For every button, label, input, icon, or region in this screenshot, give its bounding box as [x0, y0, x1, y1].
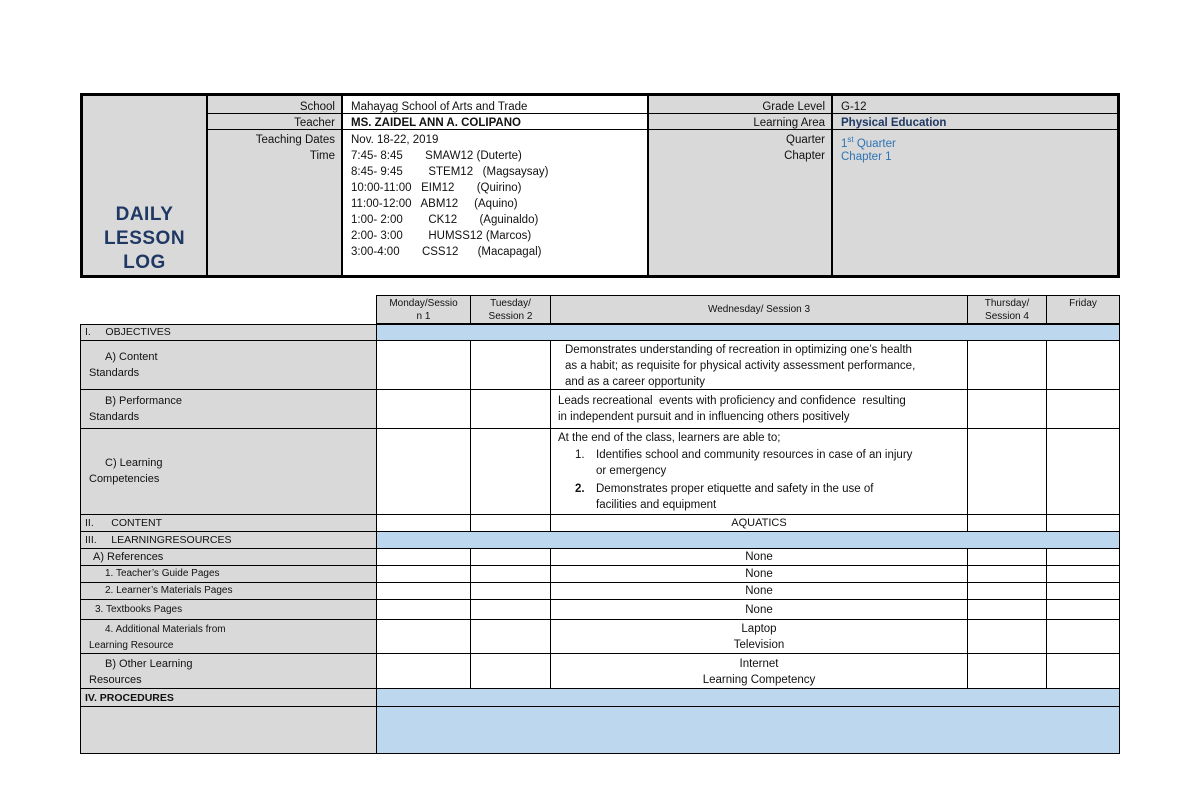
- cell-wed-content: [550, 514, 968, 532]
- cell-mon-other: [376, 653, 471, 689]
- title-line-3: LOG: [123, 252, 166, 273]
- school-value: Mahayag School of Arts and Trade: [351, 101, 528, 113]
- textbooks-value: None: [745, 604, 773, 616]
- title-line-1: DAILY: [115, 204, 174, 225]
- cell-wed-other: [550, 653, 968, 689]
- cell-wed-competencies: [550, 428, 968, 515]
- learning-competencies-line-2: Competencies: [89, 473, 160, 485]
- monday-line-2: n 1: [416, 311, 431, 322]
- thursday-line-1: Thursday/: [984, 298, 1030, 309]
- cell-wed-references: [550, 548, 968, 566]
- learners-materials-label: 2. Learner’s Materials Pages: [105, 585, 233, 596]
- quarter-number: 1: [841, 137, 848, 150]
- cell-tue-additional: [470, 619, 551, 654]
- schedule-line-5: 1:00- 2:00 CK12 (Aguinaldo): [351, 214, 539, 226]
- cell-thu-competencies: [967, 428, 1047, 515]
- additional-item-1: Laptop: [741, 623, 777, 635]
- cell-fri-textbooks: [1046, 599, 1120, 620]
- teacher-label: Teacher: [294, 117, 335, 129]
- learning-competencies-line-1: C) Learning: [105, 457, 163, 469]
- content-standards-line-1: A) Content: [105, 351, 158, 363]
- tg-value: None: [745, 568, 773, 580]
- document-title: [83, 203, 206, 275]
- cell-thu-textbooks: [967, 599, 1047, 620]
- competency-number-1: 1.: [575, 449, 585, 461]
- content-standards-text-2: as a habit; as requisite for physical activity assessment performance,: [565, 360, 916, 372]
- schedule-line-7: 3:00-4:00 CSS12 (Macapagal): [351, 246, 542, 258]
- row-additional-materials: [80, 619, 377, 654]
- schedule-line-6: 2:00- 3:00 HUMSS12 (Marcos): [351, 230, 532, 242]
- chapter-value: Chapter 1: [841, 151, 892, 163]
- teacher-value: MS. ZAIDEL ANN A. COLIPANO: [351, 117, 521, 129]
- cell-wed-content-standards: [550, 340, 968, 390]
- cell-fri-performance-standards: [1046, 389, 1120, 429]
- cell-wed-additional: [550, 619, 968, 654]
- content-topic: AQUATICS: [731, 517, 787, 529]
- performance-standards-text-2: in independent pursuit and in influencing others positively: [558, 411, 850, 423]
- section-resources: [80, 531, 377, 549]
- section-content: [80, 514, 377, 532]
- grade-level-value: G-12: [841, 101, 867, 113]
- cell-mon-performance-standards: [376, 389, 471, 429]
- left-values-column: [343, 96, 649, 275]
- right-values-column: [833, 96, 1117, 275]
- col-header-thursday: [967, 295, 1047, 324]
- row-textbooks: [80, 599, 377, 620]
- row-procedures-first: [80, 706, 377, 754]
- lm-value: None: [745, 585, 773, 597]
- competency-1-line-1: Identifies school and community resources in case of an injury: [596, 449, 913, 461]
- cell-mon-content-standards: [376, 340, 471, 390]
- competency-1-line-2: or emergency: [596, 465, 667, 477]
- tuesday-line-1: Tuesday/: [490, 298, 531, 309]
- competency-2-line-1: Demonstrates proper etiquette and safety in the use of: [596, 483, 874, 495]
- friday-label: Friday: [1069, 298, 1097, 309]
- teaching-dates-value: Nov. 18-22, 2019: [351, 134, 439, 146]
- header-divider-2: [208, 129, 1117, 130]
- col-header-wednesday: [550, 295, 968, 324]
- row-teachers-guide: [80, 565, 377, 583]
- quarter-suffix: st: [847, 135, 854, 144]
- cell-mon-lm: [376, 582, 471, 600]
- content-standards-text-1: Demonstrates understanding of recreation in optimizing one’s health: [565, 344, 912, 356]
- cell-fri-content-standards: [1046, 340, 1120, 390]
- cell-fri-lm: [1046, 582, 1120, 600]
- col-header-tuesday: [470, 295, 551, 324]
- competency-number-2: 2.: [575, 483, 585, 495]
- competencies-intro: At the end of the class, learners are able to;: [558, 432, 781, 444]
- cell-thu-lm: [967, 582, 1047, 600]
- cell-thu-other: [967, 653, 1047, 689]
- cell-wed-performance-standards: [550, 389, 968, 429]
- cell-tue-competencies: [470, 428, 551, 515]
- monday-line-1: Monday/Sessio: [389, 298, 458, 309]
- teachers-guide-label: 1. Teacher’s Guide Pages: [105, 568, 220, 579]
- tuesday-line-2: Session 2: [488, 311, 533, 322]
- title-line-2: LESSON: [103, 228, 186, 249]
- col-header-friday: [1046, 295, 1120, 324]
- cell-tue-other: [470, 653, 551, 689]
- school-label: School: [299, 101, 335, 113]
- schedule-line-1: 7:45- 8:45 SMAW12 (Duterte): [351, 150, 522, 162]
- cell-mon-tg: [376, 565, 471, 583]
- wednesday-label: Wednesday/ Session 3: [707, 304, 811, 315]
- grade-level-label: Grade Level: [762, 101, 825, 113]
- cell-tue-lm: [470, 582, 551, 600]
- objectives-band: [376, 324, 1120, 341]
- cell-thu-additional: [967, 619, 1047, 654]
- cell-thu-references: [967, 548, 1047, 566]
- right-labels-column: [649, 96, 833, 275]
- cell-tue-references: [470, 548, 551, 566]
- resources-label: III. LEARNINGRESOURCES: [85, 534, 232, 546]
- col-header-monday: [376, 295, 471, 324]
- performance-standards-line-1: B) Performance: [105, 395, 183, 407]
- cell-thu-content-standards: [967, 340, 1047, 390]
- references-label: A) References: [93, 551, 164, 563]
- thursday-line-2: Session 4: [985, 311, 1029, 322]
- performance-standards-line-2: Standards: [89, 411, 140, 423]
- cell-tue-performance-standards: [470, 389, 551, 429]
- schedule-line-2: 8:45- 9:45 STEM12 (Magsaysay): [351, 166, 549, 178]
- textbooks-label: 3. Textbooks Pages: [95, 604, 183, 615]
- section-procedures: [80, 688, 377, 707]
- learning-area-label: Learning Area: [753, 117, 825, 129]
- section-objectives: [80, 324, 377, 341]
- learning-area-value: Physical Education: [841, 117, 947, 129]
- additional-materials-line-1: 4. Additional Materials from: [105, 624, 226, 635]
- row-other-resources: [80, 653, 377, 689]
- other-item-1: Internet: [739, 658, 779, 670]
- cell-wed-tg: [550, 565, 968, 583]
- cell-fri-additional: [1046, 619, 1120, 654]
- cell-tue-tg: [470, 565, 551, 583]
- quarter-label: Quarter: [786, 134, 825, 146]
- teaching-dates-label: Teaching Dates: [255, 134, 335, 146]
- row-content-standards: [80, 340, 377, 390]
- content-standards-text-3: and as a career opportunity: [565, 376, 706, 388]
- cell-mon-additional: [376, 619, 471, 654]
- time-label: Time: [309, 150, 335, 162]
- references-value: None: [745, 551, 773, 563]
- cell-thu-content: [967, 514, 1047, 532]
- left-labels-column: [208, 96, 343, 275]
- chapter-label: Chapter: [784, 150, 825, 162]
- other-resources-line-2: Resources: [89, 674, 142, 686]
- row-learners-materials: [80, 582, 377, 600]
- cell-fri-competencies: [1046, 428, 1120, 515]
- objectives-label: I. OBJECTIVES: [85, 326, 171, 338]
- cell-mon-textbooks: [376, 599, 471, 620]
- lesson-log-table: [80, 295, 1120, 754]
- cell-fri-references: [1046, 548, 1120, 566]
- header-divider-1: [208, 113, 1117, 114]
- competency-2-line-2: facilities and equipment: [596, 499, 717, 511]
- additional-item-2: Television: [733, 639, 785, 651]
- cell-tue-content: [470, 514, 551, 532]
- row-references: [80, 548, 377, 566]
- cell-mon-references: [376, 548, 471, 566]
- cell-tue-content-standards: [470, 340, 551, 390]
- other-resources-line-1: B) Other Learning: [105, 658, 193, 670]
- cell-thu-tg: [967, 565, 1047, 583]
- row-learning-competencies: [80, 428, 377, 515]
- lesson-log-header: [80, 93, 1120, 278]
- cell-fri-content: [1046, 514, 1120, 532]
- schedule-line-4: 11:00-12:00 ABM12 (Aquino): [351, 198, 518, 210]
- cell-mon-competencies: [376, 428, 471, 515]
- cell-wed-textbooks: [550, 599, 968, 620]
- quarter-word: Quarter: [853, 137, 896, 150]
- procedures-first-band: [376, 706, 1120, 754]
- cell-tue-textbooks: [470, 599, 551, 620]
- content-label: II. CONTENT: [85, 517, 163, 529]
- cell-mon-content: [376, 514, 471, 532]
- cell-wed-lm: [550, 582, 968, 600]
- title-panel: [83, 96, 208, 275]
- procedures-band: [376, 688, 1120, 707]
- resources-band: [376, 531, 1120, 549]
- procedures-label: IV. PROCEDURES: [85, 692, 174, 704]
- schedule-line-3: 10:00-11:00 EIM12 (Quirino): [351, 182, 522, 194]
- row-performance-standards: [80, 389, 377, 429]
- other-item-2: Learning Competency: [702, 674, 816, 686]
- cell-fri-tg: [1046, 565, 1120, 583]
- cell-thu-performance-standards: [967, 389, 1047, 429]
- cell-fri-other: [1046, 653, 1120, 689]
- content-standards-line-2: Standards: [89, 367, 140, 379]
- additional-materials-line-2: Learning Resource: [89, 640, 174, 651]
- performance-standards-text-1: Leads recreational events with proficiency and confidence resulting: [558, 395, 906, 407]
